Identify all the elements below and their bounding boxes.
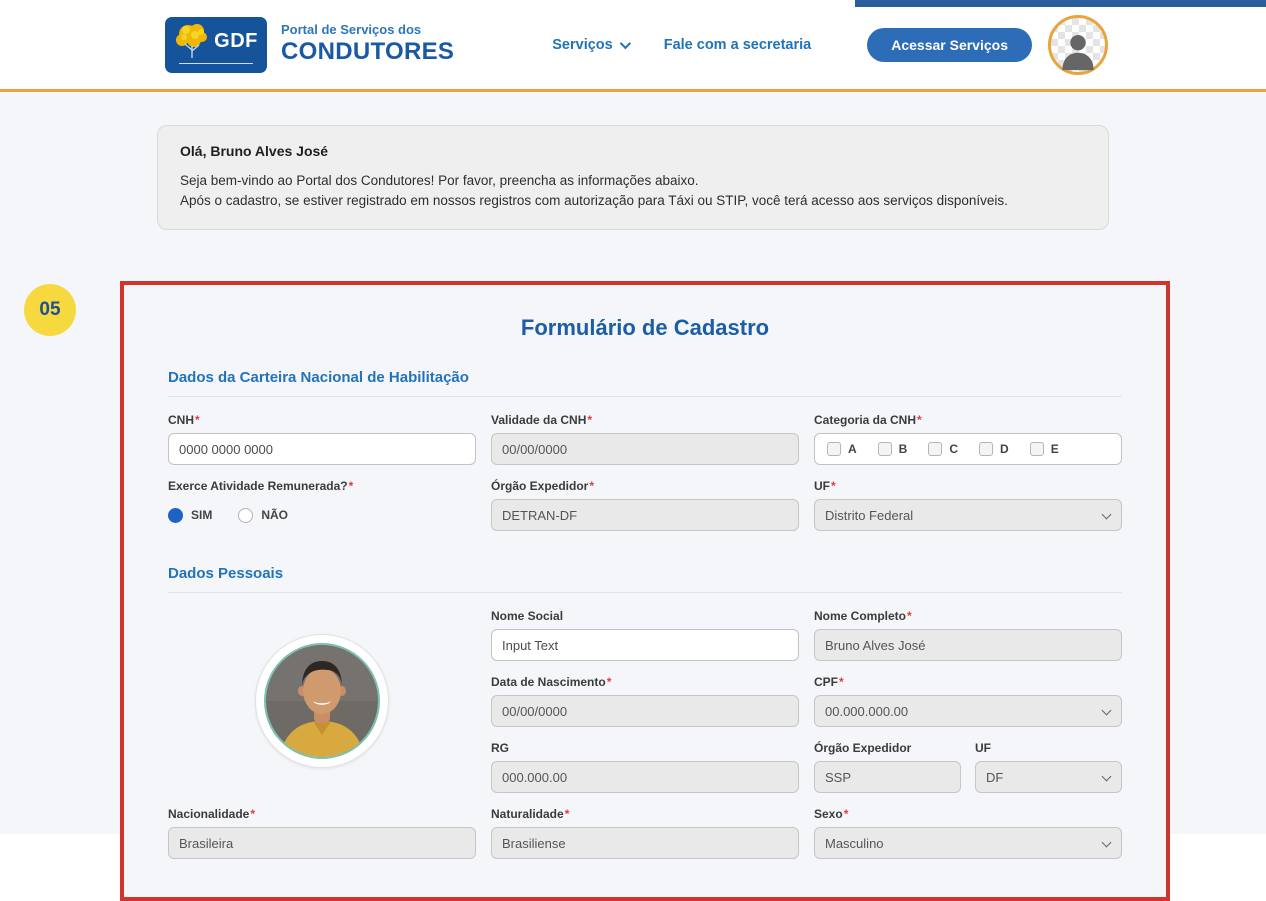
- categoria-cnh-label: Categoria da CNH*: [814, 413, 922, 427]
- required-marker: *: [348, 479, 354, 493]
- main-nav: [552, 37, 811, 53]
- chevron-down-icon: [1102, 772, 1112, 782]
- logo-subtitle: Portal de Serviços dos: [281, 22, 422, 38]
- nome-social-field: [491, 609, 799, 661]
- categoria-checkbox-c[interactable]: C: [928, 442, 958, 456]
- required-marker: *: [195, 413, 200, 427]
- cpf-field: [814, 675, 1122, 727]
- chevron-down-icon: [1102, 838, 1112, 848]
- rg-field: [491, 741, 799, 793]
- cpf-label: CPF*: [814, 675, 844, 689]
- user-avatar[interactable]: [1048, 15, 1108, 75]
- sexo-label: Sexo*: [814, 807, 849, 821]
- cnh-label: CNH*: [168, 413, 200, 427]
- nome-completo-field: [814, 609, 1122, 661]
- ipe-tree-icon: [174, 20, 212, 64]
- naturalidade-field: [491, 807, 799, 859]
- chevron-down-icon: [1102, 706, 1112, 716]
- nav-servicos-label: Serviços: [552, 36, 613, 53]
- uf-rg-field: [975, 741, 1122, 793]
- orgao-expedidor-cnh-label: Órgão Expedidor*: [491, 479, 595, 493]
- required-marker: *: [587, 413, 593, 427]
- nacionalidade-label: Nacionalidade*: [168, 807, 256, 821]
- radio-unselected-icon: [238, 508, 253, 523]
- categoria-checkbox-b[interactable]: B: [878, 442, 908, 456]
- required-marker: *: [907, 609, 912, 623]
- atividade-remunerada-label: Exerce Atividade Remunerada?*: [168, 479, 354, 493]
- step-badge: 05: [24, 284, 76, 336]
- nacionalidade-input: [168, 827, 476, 859]
- person-icon: [1056, 28, 1100, 72]
- nav-fale-secretaria[interactable]: Fale com a secretaria: [663, 36, 812, 53]
- checkbox-icon: [928, 442, 942, 456]
- acessar-servicos-button[interactable]: Acessar Serviços: [867, 28, 1032, 62]
- profile-photo[interactable]: [255, 634, 389, 768]
- data-nascimento-input: [491, 695, 799, 727]
- orgao-expedidor-cnh-field: [491, 479, 799, 531]
- required-marker: *: [831, 479, 836, 493]
- validade-cnh-field: [491, 413, 799, 465]
- sexo-field: [814, 807, 1122, 859]
- orgao-expedidor-rg-label: Órgão Expedidor: [814, 741, 912, 755]
- sexo-select[interactable]: Masculino: [814, 827, 1122, 859]
- checkbox-icon: [827, 442, 841, 456]
- cnh-input[interactable]: [168, 433, 476, 465]
- atividade-radio-group: [168, 499, 476, 531]
- rg-input: [491, 761, 799, 793]
- profile-photo-image: [264, 643, 380, 759]
- welcome-greeting: Olá, Bruno Alves José: [180, 143, 329, 159]
- uf-cnh-select[interactable]: Distrito Federal: [814, 499, 1122, 531]
- categoria-checkbox-a[interactable]: A: [827, 442, 857, 456]
- cnh-field: [168, 413, 476, 465]
- required-marker: *: [843, 807, 849, 821]
- welcome-line-1: Seja bem-vindo ao Portal dos Condutores! Por favor, preencha as informações abaixo.: [180, 173, 699, 188]
- chevron-down-icon: [619, 37, 630, 48]
- cnh-fields-grid: [168, 413, 1122, 531]
- categoria-checkbox-d[interactable]: D: [979, 442, 1009, 456]
- required-marker: *: [606, 675, 612, 689]
- section-title-cnh: Dados da Carteira Nacional de Habilitação: [168, 369, 1122, 397]
- radio-selected-icon: [168, 508, 183, 523]
- validade-cnh-label: Validade da CNH*: [491, 413, 593, 427]
- logo-wordmark: [281, 23, 454, 66]
- orgao-expedidor-cnh-input: [491, 499, 799, 531]
- orgao-expedidor-rg-input: [814, 761, 961, 793]
- gdf-logo-badge: [165, 17, 267, 73]
- atividade-remunerada-field: [168, 479, 476, 531]
- profile-photo-cell: [168, 609, 476, 793]
- man-portrait-image: [266, 645, 378, 757]
- top-accent-strip: [855, 0, 1266, 7]
- cpf-select[interactable]: 00.000.000.00: [814, 695, 1122, 727]
- welcome-box: [157, 125, 1109, 230]
- required-marker: *: [917, 413, 922, 427]
- categoria-checkbox-group: [814, 433, 1122, 465]
- orgao-uf-pair: [814, 741, 1122, 793]
- nome-social-input[interactable]: [491, 629, 799, 661]
- nacionalidade-field: [168, 807, 476, 859]
- uf-rg-label: UF: [975, 741, 991, 755]
- header: [0, 0, 1266, 92]
- chevron-down-icon: [1102, 510, 1112, 520]
- naturalidade-input: [491, 827, 799, 859]
- nav-servicos[interactable]: [552, 37, 627, 53]
- validade-cnh-input: [491, 433, 799, 465]
- checkbox-icon: [1030, 442, 1044, 456]
- required-marker: *: [564, 807, 570, 821]
- required-marker: *: [589, 479, 595, 493]
- data-nascimento-label: Data de Nascimento*: [491, 675, 612, 689]
- nome-social-label: Nome Social: [491, 609, 564, 623]
- gdf-logo[interactable]: [165, 17, 454, 73]
- naturalidade-label: Naturalidade*: [491, 807, 570, 821]
- uf-cnh-label: UF*: [814, 479, 836, 493]
- nome-completo-label: Nome Completo*: [814, 609, 912, 623]
- welcome-line-2: Após o cadastro, se estiver registrado em nossos registros com autorização para Táxi ou STIP, você terá acesso aos serviços disponíveis.: [180, 193, 1008, 209]
- personal-fields-grid: [168, 609, 1122, 859]
- categoria-checkbox-e[interactable]: E: [1030, 442, 1059, 456]
- radio-nao[interactable]: NÃO: [238, 508, 288, 523]
- gdf-logo-text: GDF: [214, 30, 258, 52]
- data-nascimento-field: [491, 675, 799, 727]
- rg-label: RG: [491, 741, 509, 755]
- categoria-cnh-field: [814, 413, 1122, 465]
- checkbox-icon: [878, 442, 892, 456]
- logo-underline: [179, 63, 253, 64]
- required-marker: *: [839, 675, 844, 689]
- nome-completo-input: [814, 629, 1122, 661]
- uf-cnh-field: [814, 479, 1122, 531]
- required-marker: *: [250, 807, 256, 821]
- radio-sim[interactable]: SIM: [168, 508, 212, 523]
- logo-title: CONDUTORES: [281, 38, 455, 66]
- section-title-pessoais: Dados Pessoais: [168, 565, 1122, 593]
- registration-form: [120, 281, 1170, 901]
- form-title: Formulário de Cadastro: [520, 315, 770, 340]
- orgao-expedidor-rg-field: [814, 741, 961, 793]
- checkbox-icon: [979, 442, 993, 456]
- uf-rg-select[interactable]: DF: [975, 761, 1122, 793]
